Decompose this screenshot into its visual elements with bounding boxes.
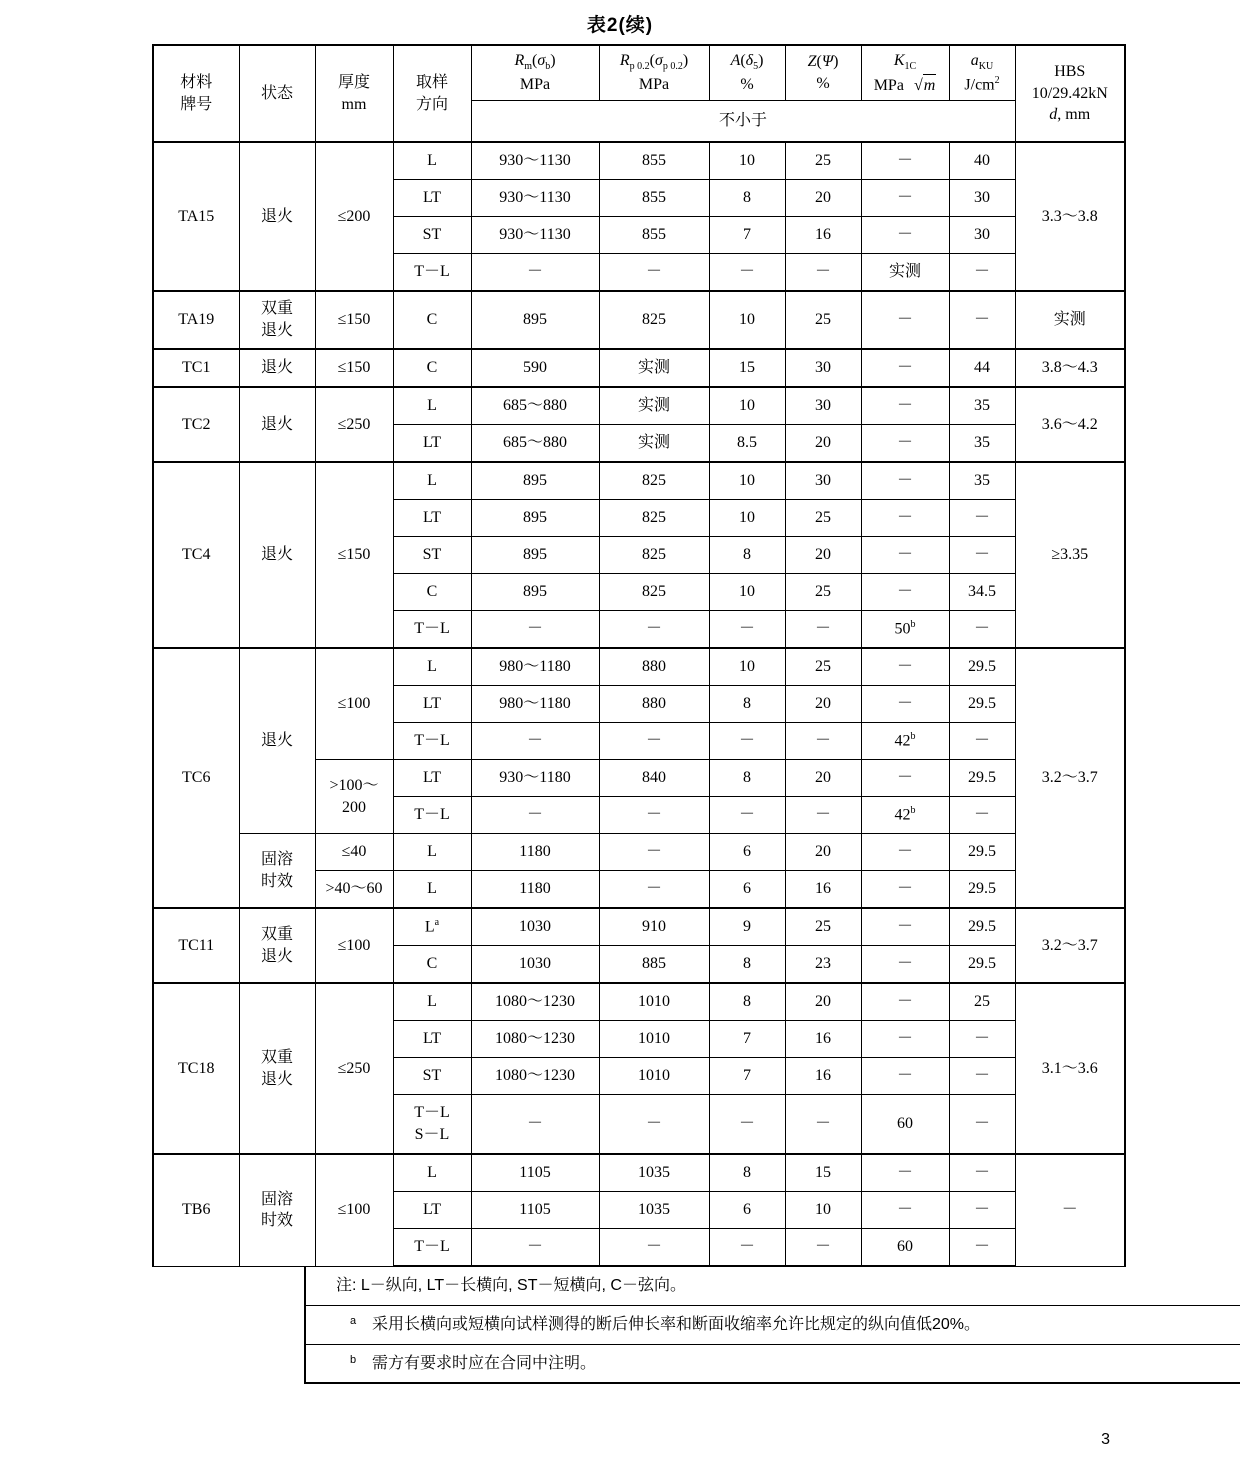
cell-aku: 29.5 (949, 834, 1015, 871)
cell-a: 7 (709, 217, 785, 254)
header-aku: $a_{KU}$ $J/cm^2$ (949, 45, 1015, 101)
cell-direction: L (393, 983, 471, 1021)
cell-kic: 实测 (861, 254, 949, 292)
cell-state: 退火 (239, 349, 315, 387)
cell-hbs: － (1015, 1154, 1125, 1266)
cell-kic: － (861, 217, 949, 254)
cell-direction: T－L (393, 1229, 471, 1267)
cell-z: 16 (785, 1021, 861, 1058)
cell-rm: － (471, 1229, 599, 1267)
header-rp02: $R_{p 0.2}(\sigma_{p 0.2})$ MPa (599, 45, 709, 101)
table-container (152, 44, 1108, 1372)
cell-rp: 1010 (599, 1058, 709, 1095)
cell-rp: － (599, 871, 709, 909)
cell-direction: LT (393, 500, 471, 537)
cell-a: 7 (709, 1021, 785, 1058)
cell-hbs: 3.1～3.6 (1015, 983, 1125, 1154)
cell-z: 20 (785, 983, 861, 1021)
cell-aku: 30 (949, 180, 1015, 217)
cell-rm: － (471, 797, 599, 834)
cell-z: 25 (785, 291, 861, 349)
cell-a: 10 (709, 574, 785, 611)
cell-direction: L (393, 462, 471, 500)
cell-material: TC2 (153, 387, 239, 462)
cell-state: 退火 (239, 462, 315, 648)
cell-rp: 1010 (599, 983, 709, 1021)
cell-a: 10 (709, 462, 785, 500)
cell-rp: 855 (599, 180, 709, 217)
cell-z: 30 (785, 462, 861, 500)
cell-direction: ST (393, 1058, 471, 1095)
cell-thickness: ≤40 (315, 834, 393, 871)
footnote-b-marker: b (350, 1354, 357, 1366)
cell-material: TC6 (153, 648, 239, 908)
cell-a: 10 (709, 142, 785, 180)
cell-rp: 1010 (599, 1021, 709, 1058)
cell-a: － (709, 254, 785, 292)
table-row (153, 462, 1125, 500)
table-row (153, 648, 1125, 686)
cell-thickness: ≤250 (315, 387, 393, 462)
cell-rm: 1080～1230 (471, 1021, 599, 1058)
header-material: 材料 牌号 (153, 45, 239, 142)
cell-thickness: ≤150 (315, 462, 393, 648)
cell-a: 8.5 (709, 425, 785, 463)
table-row (153, 834, 1125, 871)
cell-kic: － (861, 537, 949, 574)
cell-a: － (709, 797, 785, 834)
table-header-row-1 (153, 45, 1125, 101)
cell-z: 20 (785, 180, 861, 217)
cell-rm: 895 (471, 537, 599, 574)
cell-rp: 1035 (599, 1154, 709, 1192)
cell-rp: 880 (599, 686, 709, 723)
cell-thickness: ≤150 (315, 291, 393, 349)
table-caption: 表2(续) (586, 15, 654, 36)
cell-a: 6 (709, 1192, 785, 1229)
cell-rp: － (599, 1229, 709, 1267)
cell-direction: ST (393, 217, 471, 254)
header-kic: $K_{1C}$ MPa √m (861, 45, 949, 101)
cell-direction: L (393, 871, 471, 909)
cell-aku: － (949, 254, 1015, 292)
cell-z: 30 (785, 349, 861, 387)
cell-rm: 1180 (471, 834, 599, 871)
cell-a: 8 (709, 760, 785, 797)
cell-aku: － (949, 1058, 1015, 1095)
table-notes (304, 1267, 1240, 1384)
cell-kic: － (861, 142, 949, 180)
cell-a: 10 (709, 387, 785, 425)
cell-aku: 44 (949, 349, 1015, 387)
cell-rp: 840 (599, 760, 709, 797)
cell-kic: － (861, 500, 949, 537)
cell-a: － (709, 723, 785, 760)
cell-material: TA19 (153, 291, 239, 349)
header-direction: 取样 方向 (393, 45, 471, 142)
cell-kic: － (861, 291, 949, 349)
cell-rp: － (599, 797, 709, 834)
cell-rm: 930～1130 (471, 217, 599, 254)
table-body (153, 142, 1125, 1266)
cell-z: 25 (785, 142, 861, 180)
cell-rm: 980～1180 (471, 648, 599, 686)
cell-z: 16 (785, 871, 861, 909)
cell-aku: 25 (949, 983, 1015, 1021)
cell-a: 10 (709, 500, 785, 537)
cell-hbs: 实测 (1015, 291, 1125, 349)
cell-aku: － (949, 723, 1015, 760)
cell-aku: 35 (949, 425, 1015, 463)
cell-rp: 880 (599, 648, 709, 686)
cell-z: 16 (785, 1058, 861, 1095)
cell-a: 8 (709, 946, 785, 984)
cell-aku: － (949, 500, 1015, 537)
cell-rm: 1080～1230 (471, 1058, 599, 1095)
cell-a: 7 (709, 1058, 785, 1095)
cell-direction: LT (393, 180, 471, 217)
cell-material: TB6 (153, 1154, 239, 1266)
cell-rp: － (599, 254, 709, 292)
cell-hbs: 3.8～4.3 (1015, 349, 1125, 387)
table-row (153, 983, 1125, 1021)
cell-direction: LT (393, 1021, 471, 1058)
cell-aku: － (949, 1229, 1015, 1267)
cell-a: 10 (709, 648, 785, 686)
cell-rm: － (471, 254, 599, 292)
cell-direction: T－L (393, 797, 471, 834)
cell-kic: － (861, 425, 949, 463)
cell-z: 25 (785, 500, 861, 537)
table-row (153, 387, 1125, 425)
cell-direction: LT (393, 425, 471, 463)
header-rm: $R_m(\sigma_b)$ MPa (471, 45, 599, 101)
header-elongation: $A(\delta_5)$ % (709, 45, 785, 101)
cell-thickness: >40～60 (315, 871, 393, 909)
cell-rm: 590 (471, 349, 599, 387)
cell-direction: ST (393, 537, 471, 574)
cell-a: － (709, 1229, 785, 1267)
cell-kic: － (861, 349, 949, 387)
note-footnote-a (306, 1306, 1240, 1345)
cell-kic: 60 (861, 1095, 949, 1155)
cell-kic: － (861, 946, 949, 984)
cell-state: 退火 (239, 648, 315, 834)
cell-state: 双重 退火 (239, 291, 315, 349)
cell-direction: LT (393, 686, 471, 723)
cell-a: 8 (709, 686, 785, 723)
cell-kic: － (861, 871, 949, 909)
cell-aku: － (949, 1154, 1015, 1192)
cell-kic: － (861, 180, 949, 217)
cell-aku: 29.5 (949, 760, 1015, 797)
cell-rp: － (599, 611, 709, 649)
cell-kic: － (861, 462, 949, 500)
cell-hbs: 3.2～3.7 (1015, 648, 1125, 908)
cell-direction: T－L (393, 254, 471, 292)
cell-z: 20 (785, 425, 861, 463)
cell-rp: 855 (599, 217, 709, 254)
cell-rp: 1035 (599, 1192, 709, 1229)
cell-direction: T－L S－L (393, 1095, 471, 1155)
cell-aku: 29.5 (949, 871, 1015, 909)
cell-rm: 895 (471, 462, 599, 500)
cell-kic: － (861, 648, 949, 686)
cell-a: 8 (709, 1154, 785, 1192)
cell-rp: － (599, 723, 709, 760)
page-number: 3 (1101, 1431, 1110, 1448)
cell-z: － (785, 797, 861, 834)
cell-z: 30 (785, 387, 861, 425)
cell-hbs: 3.6～4.2 (1015, 387, 1125, 462)
cell-a: 8 (709, 537, 785, 574)
cell-state: 退火 (239, 387, 315, 462)
cell-rm: － (471, 1095, 599, 1155)
cell-rp: 825 (599, 537, 709, 574)
cell-aku: 35 (949, 462, 1015, 500)
cell-aku: － (949, 1095, 1015, 1155)
cell-thickness: ≤200 (315, 142, 393, 291)
cell-kic: － (861, 760, 949, 797)
cell-rm: 895 (471, 500, 599, 537)
cell-material: TC4 (153, 462, 239, 648)
cell-kic: － (861, 574, 949, 611)
cell-thickness: ≤250 (315, 983, 393, 1154)
footnote-b-text: 需方有要求时应在合同中注明。 (372, 1355, 597, 1372)
cell-direction: L (393, 834, 471, 871)
cell-aku: － (949, 611, 1015, 649)
cell-state: 双重 退火 (239, 908, 315, 983)
cell-rp: 实测 (599, 425, 709, 463)
cell-aku: － (949, 1192, 1015, 1229)
cell-state: 双重 退火 (239, 983, 315, 1154)
cell-rp: 910 (599, 908, 709, 946)
table-row (153, 142, 1125, 180)
cell-rp: 825 (599, 291, 709, 349)
cell-z: 20 (785, 760, 861, 797)
cell-z: 16 (785, 217, 861, 254)
cell-z: － (785, 254, 861, 292)
header-state: 状态 (239, 45, 315, 142)
cell-direction: T－L (393, 611, 471, 649)
cell-state: 退火 (239, 142, 315, 291)
cell-direction: C (393, 291, 471, 349)
cell-kic: － (861, 1154, 949, 1192)
cell-a: 15 (709, 349, 785, 387)
cell-z: 25 (785, 908, 861, 946)
cell-direction: C (393, 946, 471, 984)
cell-direction: L (393, 648, 471, 686)
table-row (153, 908, 1125, 946)
cell-aku: － (949, 537, 1015, 574)
cell-rp: 825 (599, 500, 709, 537)
cell-z: 20 (785, 686, 861, 723)
table-row (153, 1154, 1125, 1192)
cell-rm: － (471, 723, 599, 760)
cell-thickness: ≤100 (315, 908, 393, 983)
cell-rm: 1105 (471, 1192, 599, 1229)
cell-rm: 685～880 (471, 425, 599, 463)
cell-kic: － (861, 1058, 949, 1095)
cell-z: － (785, 611, 861, 649)
cell-rm: 1030 (471, 908, 599, 946)
cell-rm: 980～1180 (471, 686, 599, 723)
cell-rp: － (599, 1095, 709, 1155)
cell-aku: 30 (949, 217, 1015, 254)
cell-rp: 实测 (599, 387, 709, 425)
cell-direction: LT (393, 760, 471, 797)
cell-a: 9 (709, 908, 785, 946)
cell-z: 25 (785, 574, 861, 611)
cell-kic: 42$^b$ (861, 797, 949, 834)
cell-z: 15 (785, 1154, 861, 1192)
cell-kic: － (861, 1021, 949, 1058)
footnote-a-marker: a (350, 1315, 357, 1327)
cell-aku: 29.5 (949, 946, 1015, 984)
header-not-less-than: 不小于 (471, 101, 1015, 143)
cell-rm: 895 (471, 291, 599, 349)
cell-a: 10 (709, 291, 785, 349)
footnote-a-text: 采用长横向或短横向试样测得的断后伸长率和断面收缩率允许比规定的纵向值低20%。 (372, 1316, 981, 1333)
cell-a: － (709, 611, 785, 649)
cell-aku: 34.5 (949, 574, 1015, 611)
cell-rm: 1080～1230 (471, 983, 599, 1021)
cell-direction: C (393, 349, 471, 387)
cell-aku: 40 (949, 142, 1015, 180)
cell-hbs: 3.2～3.7 (1015, 908, 1125, 983)
cell-thickness: ≤100 (315, 1154, 393, 1266)
cell-a: 6 (709, 871, 785, 909)
cell-hbs: ≥3.35 (1015, 462, 1125, 648)
note-footnote-b (306, 1345, 1240, 1384)
cell-direction: T－L (393, 723, 471, 760)
cell-rm: 930～1130 (471, 142, 599, 180)
cell-aku: － (949, 797, 1015, 834)
cell-kic: 42$^b$ (861, 723, 949, 760)
cell-rm: 930～1180 (471, 760, 599, 797)
cell-aku: 29.5 (949, 648, 1015, 686)
cell-material: TC11 (153, 908, 239, 983)
cell-aku: － (949, 291, 1015, 349)
cell-aku: 35 (949, 387, 1015, 425)
cell-rm: 685～880 (471, 387, 599, 425)
cell-kic: 60 (861, 1229, 949, 1267)
cell-rm: 930～1130 (471, 180, 599, 217)
cell-state: 固溶 时效 (239, 1154, 315, 1266)
cell-kic: － (861, 908, 949, 946)
cell-rp: － (599, 834, 709, 871)
cell-aku: 29.5 (949, 686, 1015, 723)
cell-rm: 1030 (471, 946, 599, 984)
cell-kic: 50$^b$ (861, 611, 949, 649)
table-row (153, 291, 1125, 349)
cell-z: 20 (785, 537, 861, 574)
cell-kic: － (861, 983, 949, 1021)
cell-z: 23 (785, 946, 861, 984)
cell-z: 20 (785, 834, 861, 871)
cell-thickness: ≤100 (315, 648, 393, 760)
cell-material: TC1 (153, 349, 239, 387)
cell-a: 6 (709, 834, 785, 871)
cell-direction: L (393, 1154, 471, 1192)
cell-direction: $L^a$ (393, 908, 471, 946)
cell-z: 10 (785, 1192, 861, 1229)
cell-z: 25 (785, 648, 861, 686)
cell-rm: 1180 (471, 871, 599, 909)
header-reduction: Z(Ψ) % (785, 45, 861, 101)
mechanical-properties-table (152, 44, 1126, 1267)
cell-state: 固溶 时效 (239, 834, 315, 909)
note-general: 注: L－纵向, LT－长横向, ST－短横向, C－弦向。 (306, 1267, 1240, 1306)
cell-a: － (709, 1095, 785, 1155)
cell-rm: － (471, 611, 599, 649)
cell-rp: 825 (599, 574, 709, 611)
cell-rp: 实测 (599, 349, 709, 387)
cell-z: － (785, 723, 861, 760)
cell-rm: 895 (471, 574, 599, 611)
cell-rp: 885 (599, 946, 709, 984)
cell-rm: 1105 (471, 1154, 599, 1192)
cell-z: － (785, 1229, 861, 1267)
cell-direction: L (393, 387, 471, 425)
cell-aku: 29.5 (949, 908, 1015, 946)
header-thickness: 厚度 mm (315, 45, 393, 142)
cell-kic: － (861, 387, 949, 425)
cell-a: 8 (709, 180, 785, 217)
cell-kic: － (861, 834, 949, 871)
cell-a: 8 (709, 983, 785, 1021)
cell-aku: － (949, 1021, 1015, 1058)
header-hbs: HBS 10/29.42kN d, mm (1015, 45, 1125, 142)
table-row (153, 349, 1125, 387)
cell-rp: 855 (599, 142, 709, 180)
cell-z: － (785, 1095, 861, 1155)
cell-rp: 825 (599, 462, 709, 500)
cell-hbs: 3.3～3.8 (1015, 142, 1125, 291)
cell-direction: LT (393, 1192, 471, 1229)
cell-direction: C (393, 574, 471, 611)
cell-material: TA15 (153, 142, 239, 291)
cell-material: TC18 (153, 983, 239, 1154)
cell-kic: － (861, 1192, 949, 1229)
cell-kic: － (861, 686, 949, 723)
cell-thickness: ≤150 (315, 349, 393, 387)
cell-thickness: >100～ 200 (315, 760, 393, 834)
cell-direction: L (393, 142, 471, 180)
